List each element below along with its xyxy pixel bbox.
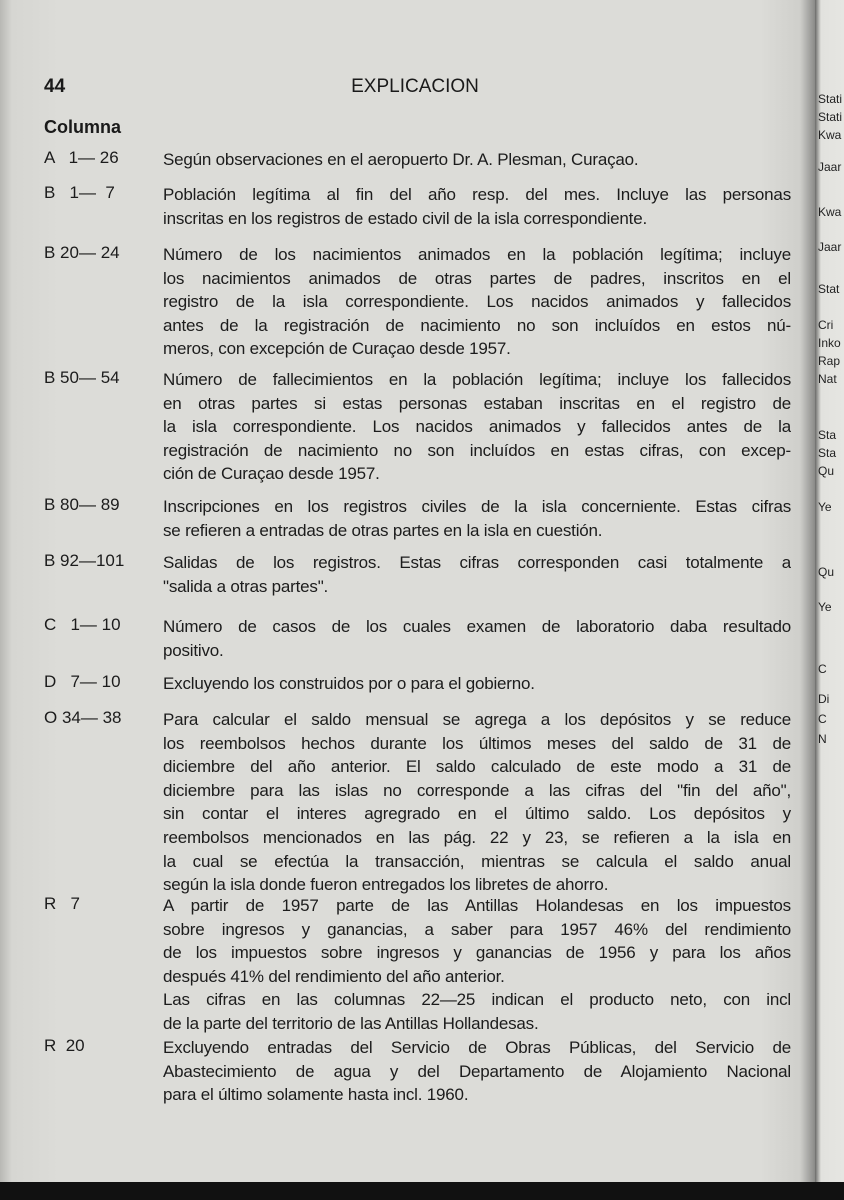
text-line: positivo. [163, 640, 224, 660]
adjacent-page-fragment: Qu [818, 464, 835, 478]
adjacent-page-fragment: N [818, 732, 827, 746]
explanation-text [163, 148, 791, 172]
adjacent-page-fragment: Qu [818, 565, 835, 579]
adjacent-page-fragment: Stat [818, 282, 840, 296]
adjacent-page-fragment: Ye [818, 500, 832, 514]
adjacent-page-fragment: Kwa [818, 205, 842, 219]
column-heading: Columna [44, 117, 122, 137]
text-line: después 41% del rendimiento del año anterior. [163, 966, 505, 986]
adjacent-page-fragment: Di [818, 692, 830, 706]
text-line: sin contar el interes agregrado en el último saldo. Los depósitos y [163, 804, 791, 824]
text-line: meros, con excepción de Curaçao desde 1957. [163, 339, 511, 359]
text-line: de la parte del territorio de las Antillas Hollandesas. [163, 1013, 539, 1033]
text-line: Población legítima al fin del año resp. del mes. Incluye las personas [163, 185, 791, 204]
text-line: de los impuestos sobre ingresos y ganancias de 1956 y para los años [163, 943, 791, 963]
adjacent-page-fragment: Sta [818, 446, 837, 460]
text-line: los reembolsos hechos durante los últimos meses del saldo de 31 de [163, 733, 791, 753]
text-line: la isla correspondiente. Los nacidos animados y fallecidos antes de la [163, 417, 791, 437]
text-line: A partir de 1957 parte de las Antillas Holandesas en los impuestos [163, 896, 791, 915]
text-line: diciembre del año anterior. El saldo calculado de este modo a 31 de [163, 757, 791, 777]
text-line: Inscripciones en los registros civiles de la isla concerniente. Estas cifras [163, 497, 791, 516]
text-line: ción de Curaçao desde 1957. [163, 464, 380, 484]
page-number: 44 [44, 76, 66, 97]
text-line: sobre ingresos y ganancias, a saber para 1957 46% del rendimiento [163, 919, 791, 939]
adjacent-page-fragment: Stati [818, 110, 843, 124]
adjacent-page-fragment: Nat [818, 372, 837, 386]
text-line: Número de los nacimientos animados en la población legítima; incluye [163, 245, 791, 264]
text-line: la cual se efectúa la transacción, mientras se calcula el saldo anual [163, 851, 791, 871]
explanation-text [163, 708, 791, 897]
explanation-text [163, 495, 791, 542]
explanation-text [163, 615, 791, 662]
text-line: Abastecimiento de agua y del Departamento de Alojamiento Nacional [163, 1061, 791, 1081]
column-reference: B 20— 24 [44, 243, 120, 262]
page-title: EXPLICACION [351, 76, 479, 97]
explanation-text [163, 1036, 791, 1107]
adjacent-page-fragment: Jaar [818, 240, 842, 254]
text-line: Las cifras en las columnas 22—25 indican el producto neto, con incl [163, 990, 791, 1010]
adjacent-page-fragment: Cri [818, 318, 834, 332]
text-line: Para calcular el saldo mensual se agrega a los depósitos y se reduce [163, 710, 791, 729]
explanation-text [163, 551, 791, 598]
adjacent-page-fragment: Stati [818, 92, 843, 106]
adjacent-page-fragment: Inko [818, 336, 841, 350]
text-line: para el último solamente hasta incl. 1960. [163, 1085, 469, 1105]
explanation-text [163, 368, 791, 486]
column-reference: B 50— 54 [44, 368, 120, 387]
column-reference: B 80— 89 [44, 495, 120, 514]
text-line: Salidas de los registros. Estas cifras corresponden casi totalmente a [163, 553, 791, 572]
explanation-text [163, 243, 791, 361]
scan-border [0, 1182, 844, 1200]
text-line: inscritas en los registros de estado civil de la isla correspondiente. [163, 208, 647, 228]
text-line: Número de fallecimientos en la población legítima; incluye los fallecidos [163, 370, 791, 389]
text-line: los nacimientos animados de otras partes de padres, inscritos en el [163, 268, 791, 288]
text-line: diciembre para las islas no corresponde a las cifras del "fin del año", [163, 780, 791, 800]
column-reference: D 7— 10 [44, 672, 121, 691]
text-line: reembolsos mencionados en las pág. 22 y 23, se refieren a la isla en [163, 827, 791, 847]
text-line: Número de casos de los cuales examen de laboratorio daba resultado [163, 617, 791, 636]
adjacent-page-fragment: Rap [818, 354, 841, 368]
text-line: en otras partes si estas personas estaban inscritas en el registro de [163, 393, 791, 413]
text-line: Excluyendo entradas del Servicio de Obras Públicas, del Servicio de [163, 1038, 791, 1057]
text-line: Según observaciones en el aeropuerto Dr. A. Plesman, Curaçao. [163, 150, 639, 169]
adjacent-page-fragment: Jaar [818, 160, 842, 174]
column-reference: B 92—101 [44, 551, 125, 570]
adjacent-page-fragment: Sta [818, 428, 837, 442]
explanation-text [163, 672, 791, 696]
adjacent-page-fragment: Ye [818, 600, 832, 614]
column-reference: B 1— 7 [44, 183, 115, 202]
text-line: según la isla donde fueron entregados los libretes de ahorro. [163, 875, 609, 895]
explanation-text [163, 894, 791, 1036]
column-reference: R 20 [44, 1036, 85, 1055]
adjacent-page-fragment: Kwa [818, 128, 842, 142]
explanation-text [163, 183, 791, 230]
text-line: "salida a otras partes". [163, 576, 329, 596]
text-line: antes de la registración de nacimiento no son incluídos en estos nú- [163, 315, 791, 335]
column-reference: R 7 [44, 894, 80, 913]
text-line: Excluyendo los construidos por o para el gobierno. [163, 674, 535, 693]
text-line: registración de nacimiento no son incluídos en estas cifras, con excep- [163, 440, 791, 460]
column-reference: O 34— 38 [44, 708, 122, 727]
text-line: registro de la isla correspondiente. Los nacidos animados y fallecidos [163, 292, 791, 312]
adjacent-page-fragment: C [818, 712, 827, 726]
text-line: se refieren a entradas de otras partes en la isla en cuestión. [163, 520, 603, 540]
column-reference: A 1— 26 [44, 148, 119, 167]
adjacent-page-fragment: C [818, 662, 827, 676]
column-reference: C 1— 10 [44, 615, 121, 634]
adjacent-page-edge [815, 0, 844, 1182]
